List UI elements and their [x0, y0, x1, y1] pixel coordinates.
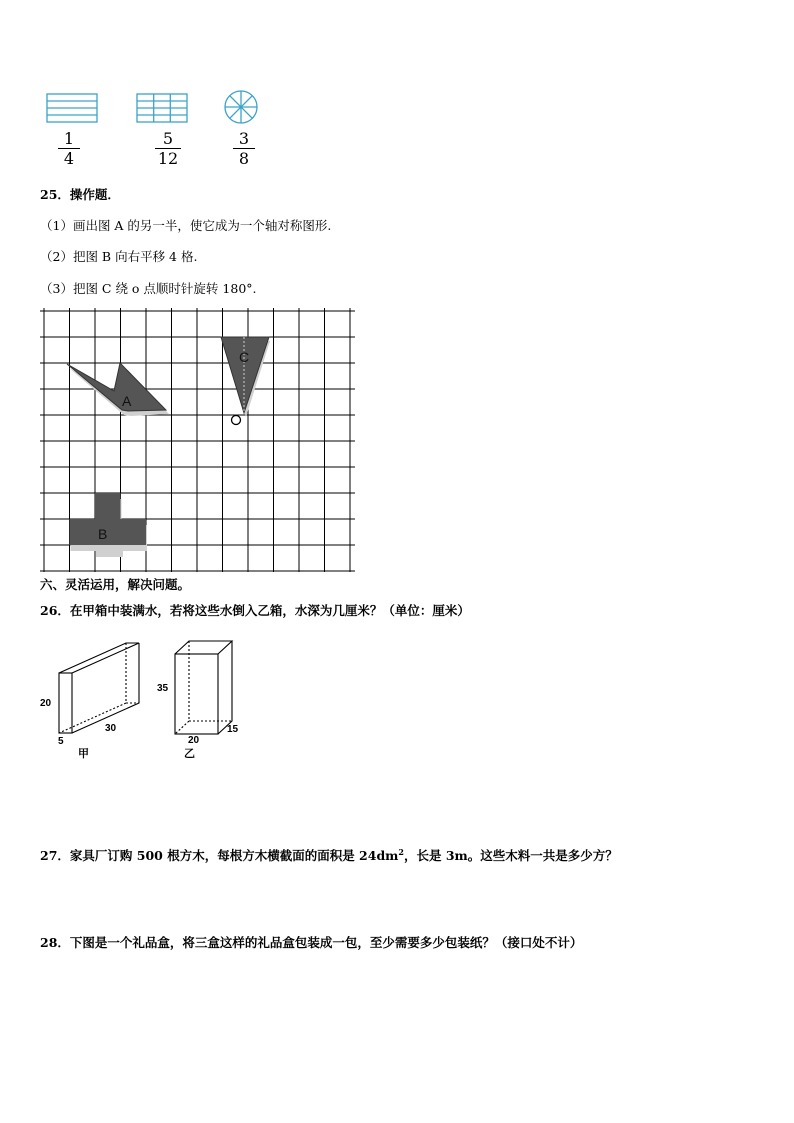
fraction-diagrams — [40, 88, 270, 128]
quarter-rectangle — [47, 94, 97, 122]
fraction-3-denominator: 8 — [238, 149, 250, 168]
q25-item-3: （3）把图 C 绕 o 点顺时针旋转 180°. — [40, 281, 257, 296]
box-a-name: 甲 — [78, 747, 89, 760]
fraction-2-denominator: 12 — [157, 149, 179, 168]
box-b-depth-label: 15 — [227, 724, 239, 735]
q27-text-end: ，长是 3m。这些木料一共是多少方？ — [403, 848, 618, 864]
q25-title: 25．操作题． — [40, 187, 120, 202]
fraction-3-numerator: 3 — [238, 129, 250, 148]
q25-item-1: （1）画出图 A 的另一半，使它成为一个轴对称图形. — [40, 218, 332, 233]
q28-text: 28．下图是一个礼品盒，将三盒这样的礼品盒包装成一包，至少需要多少包装纸？（接口处不计） — [40, 935, 583, 950]
twelfths-rectangle — [137, 94, 187, 122]
box-b-height-label: 35 — [157, 683, 169, 694]
box-a-width-label: 5 — [58, 736, 64, 747]
shape-c-label: C — [239, 349, 250, 365]
shape-c — [221, 337, 270, 417]
q26-text: 26．在甲箱中装满水，若将这些水倒入乙箱，水深为几厘米？（单位：厘米） — [40, 603, 470, 618]
boxes-diagram — [36, 636, 256, 764]
q25-item-2: （2）把图 B 向右平移 4 格. — [40, 249, 198, 264]
section-6-heading: 六、灵活运用，解决问题。 — [40, 577, 191, 592]
box-b-width-label: 20 — [188, 735, 200, 746]
box-a — [59, 643, 139, 733]
fraction-1-denominator: 4 — [63, 149, 75, 168]
q27-text — [40, 844, 618, 864]
fraction-1-numerator: 1 — [63, 129, 75, 148]
fraction-2-numerator: 5 — [162, 129, 174, 148]
shape-a-label: A — [122, 393, 132, 409]
q27-superscript: 2 — [398, 847, 404, 857]
fraction-2 — [155, 130, 181, 167]
eighths-circle — [225, 91, 257, 123]
rotation-point-o — [232, 416, 241, 425]
q27-text-main: 27．家具厂订购 500 根方木，每根方木横截面的面积是 24dm — [40, 848, 399, 864]
fraction-3 — [233, 130, 255, 167]
box-a-length-label: 30 — [105, 723, 117, 734]
transformation-grid — [40, 308, 355, 572]
shape-b-label: B — [98, 526, 108, 542]
fraction-1 — [58, 130, 80, 167]
shape-b — [70, 493, 148, 557]
box-b-name: 乙 — [184, 747, 195, 760]
box-a-height-label: 20 — [40, 698, 52, 709]
box-b — [175, 641, 232, 734]
